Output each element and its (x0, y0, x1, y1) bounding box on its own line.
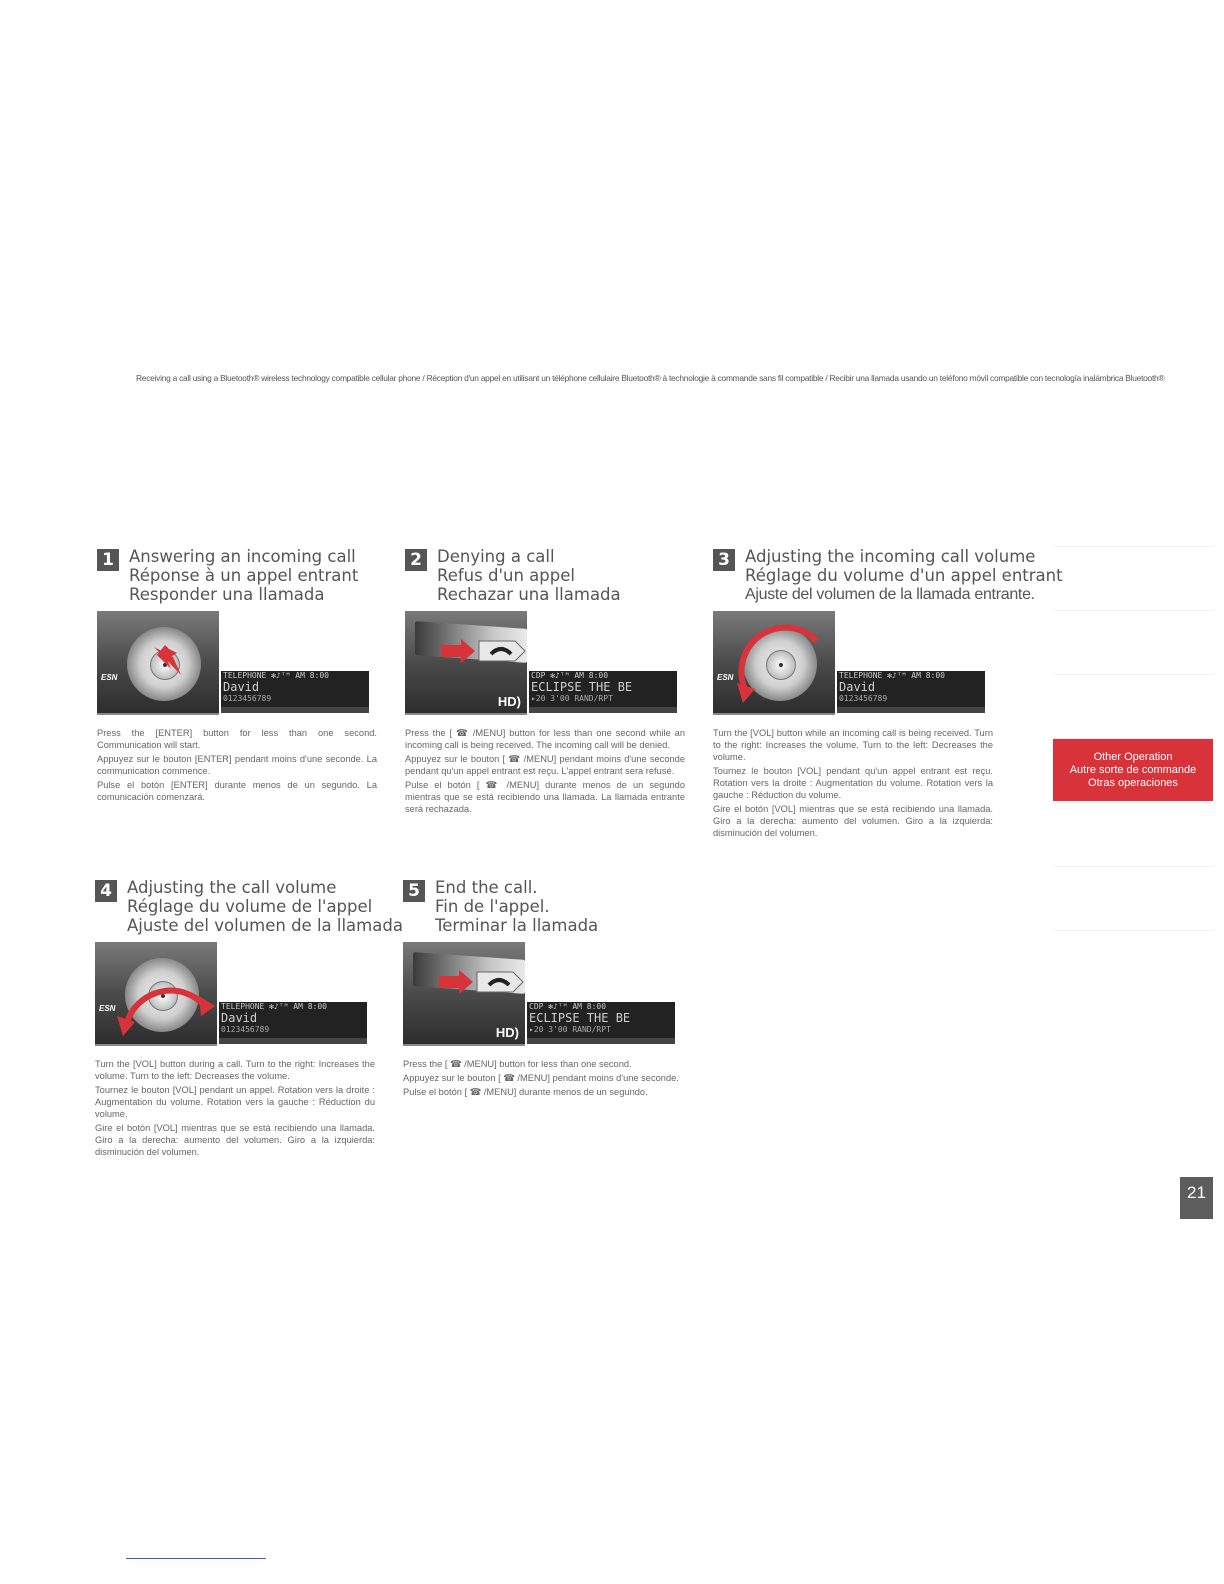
radio-figure (95, 942, 369, 1050)
step-text-es: Gire el botón [VOL] mientras que se está recibiendo una llamada. Giro a la derecha: aumento del volumen. Giro a la izquierda: disminución del volumen. (713, 804, 993, 838)
step-5 (403, 878, 683, 1100)
step-text-en: Turn the [VOL] button during a call. Turn to the right: Increases the volume. Turn to the left: Decreases the volume. (95, 1059, 375, 1081)
step-2 (405, 547, 685, 817)
step-text-es: Pulse el botón [ ☎ /MENU] durante menos de un segundo. (403, 1087, 648, 1097)
step-title-es: Terminar la llamada (435, 916, 599, 935)
lcd-display (837, 671, 985, 713)
page-number: 21 (1180, 1177, 1213, 1219)
step-title-fr: Fin de l'appel. (435, 897, 550, 916)
sidebar-item-faded[interactable] (1053, 866, 1213, 929)
step-title-es: Rechazar una llamada (437, 585, 621, 604)
button-photo (405, 611, 527, 715)
step-text-es: Pulse el botón [ENTER] durante menos de un segundo. La comunicación comenzará. (97, 780, 377, 802)
section-sidebar (1053, 546, 1213, 994)
step-title-fr: Réglage du volume d'un appel entrant (745, 566, 1063, 585)
lcd-line-2: David (223, 680, 260, 694)
knob-photo (95, 942, 217, 1046)
sidebar-label-es: Otras operaciones (1088, 776, 1178, 789)
lcd-line-1: CDP ✻♪ᵀᴹ AM 8:00 (529, 1002, 607, 1011)
radio-figure (97, 611, 371, 719)
step-title-es: Responder una llamada (129, 585, 325, 604)
step-number: 4 (95, 880, 117, 902)
lcd-line-2: ECLIPSE THE BE (529, 1011, 631, 1025)
step-title-en: Answering an incoming call (129, 547, 356, 566)
esn-logo: ESN (101, 673, 118, 682)
step-text-fr: Appuyez sur le bouton [ ☎ /MENU] pendant moins d'une seconde pendant qu'un appel entrant est reçu. L'appel entrant sera refusé. (405, 754, 685, 776)
lcd-line-2: ECLIPSE THE BE (531, 680, 633, 694)
radio-figure (405, 611, 679, 719)
sidebar-item-faded[interactable] (1053, 930, 1213, 993)
step-text-en: Press the [ENTER] button for less than one second. Communication will start. (97, 728, 377, 750)
step-number: 1 (97, 549, 119, 571)
step-text-en: Press the [ ☎ /MENU] button for less than one second while an incoming call is being received. The incoming call will be denied. (405, 728, 685, 750)
step-title-en: Adjusting the call volume (127, 878, 337, 897)
step-title-en: Denying a call (437, 547, 555, 566)
lcd-line-1: TELEPHONE ✻♪ᵀᴹ AM 8:00 (223, 671, 329, 680)
lcd-line-3: 0123456789 (221, 1025, 270, 1034)
lcd-line-1: TELEPHONE ✻♪ᵀᴹ AM 8:00 (839, 671, 945, 680)
lcd-line-2: David (839, 680, 876, 694)
footer-rule (126, 1558, 266, 1559)
radio-figure (403, 942, 677, 1050)
step-number: 2 (405, 549, 427, 571)
hd-logo: HD) (497, 694, 521, 709)
rotate-both-arrow-icon (107, 950, 217, 1046)
lcd-line-3: ▸20 3'00 RAND/RPT (529, 1025, 611, 1034)
radio-figure (713, 611, 987, 719)
lcd-line-2: David (221, 1011, 258, 1025)
button-photo (403, 942, 525, 1046)
rotate-arrow-icon (725, 619, 835, 715)
step-text-en: Press the [ ☎ /MENU] button for less than one second. (403, 1059, 632, 1069)
step-number: 5 (403, 880, 425, 902)
press-arrow-icon (109, 619, 219, 715)
esn-logo: ESN (717, 673, 734, 682)
lcd-display (221, 671, 369, 713)
sidebar-item-other-operation[interactable] (1053, 738, 1213, 801)
step-4 (95, 878, 403, 1160)
sidebar-item-faded[interactable] (1053, 610, 1213, 673)
hd-logo: HD) (495, 1025, 519, 1040)
step-text-en: Turn the [VOL] button while an incoming call is being received. Turn to the right: Increases the volume. Turn to the left: Decreases the volume. (713, 728, 993, 762)
step-title-en: End the call. (435, 878, 538, 897)
esn-logo: ESN (99, 1004, 116, 1013)
step-text-fr: Tournez le bouton [VOL] pendant un appel. Rotation vers la droite : Augmentation du volume. Rotation vers la gauche : Réduction du volume. (95, 1085, 375, 1119)
step-title-es: Ajuste del volumen de la llamada entrante. (745, 586, 1035, 603)
breadcrumb: Receiving a call using a Bluetooth® wireless technology compatible cellular phone / Réception d'un appel en utilisant un téléphone cellulaire Bluetooth® à technologie à commande sans fil compatible / Recibir una llamada usando un teléfono móvil compatible con tecnología inalámbrica Bluetooth® (136, 373, 1165, 383)
step-number: 3 (713, 549, 735, 571)
step-text-fr: Appuyez sur le bouton [ ☎ /MENU] pendant moins d'une seconde. (403, 1073, 679, 1083)
lcd-line-1: CDP ✻♪ᵀᴹ AM 8:00 (531, 671, 609, 680)
step-3 (713, 547, 1063, 841)
step-title-fr: Réponse à un appel entrant (129, 566, 359, 585)
sidebar-label-en: Other Operation (1093, 750, 1173, 763)
sidebar-item-faded[interactable] (1053, 674, 1213, 737)
sidebar-item-faded[interactable] (1053, 546, 1213, 609)
step-1 (97, 547, 377, 805)
lcd-display (219, 1002, 367, 1044)
sidebar-item-faded[interactable] (1053, 802, 1213, 865)
knob-photo (713, 611, 835, 715)
sidebar-label-fr: Autre sorte de commande (1069, 763, 1197, 776)
step-title-fr: Refus d'un appel (437, 566, 575, 585)
step-text-fr: Appuyez sur le bouton [ENTER] pendant moins d'une seconde. La communication commence. (97, 754, 377, 776)
lcd-line-3: 0123456789 (223, 694, 272, 703)
lcd-line-3: 0123456789 (839, 694, 888, 703)
step-text-es: Gire el botón [VOL] mientras que se está recibiendo una llamada. Giro a la derecha: aumento del volumen. Giro a la izquierda: disminución del volumen. (95, 1123, 375, 1157)
step-title-fr: Réglage du volume de l'appel (127, 897, 373, 916)
step-text-fr: Tournez le bouton [VOL] pendant qu'un appel entrant est reçu. Rotation vers la droite : Augmentation du volume. Rotation vers la gauche : Réduction du volume. (713, 766, 993, 800)
step-title-es: Ajuste del volumen de la llamada (127, 916, 403, 935)
knob-photo (97, 611, 219, 715)
lcd-display (527, 1002, 675, 1044)
step-text-es: Pulse el botón [ ☎ /MENU] durante menos de un segundo mientras que se está recibiendo una llamada. La llamada entrante será rechazada. (405, 780, 685, 814)
lcd-line-3: ▸20 3'00 RAND/RPT (531, 694, 613, 703)
step-title-en: Adjusting the incoming call volume (745, 547, 1036, 566)
lcd-display (529, 671, 677, 713)
lcd-line-1: TELEPHONE ✻♪ᵀᴹ AM 8:00 (221, 1002, 327, 1011)
